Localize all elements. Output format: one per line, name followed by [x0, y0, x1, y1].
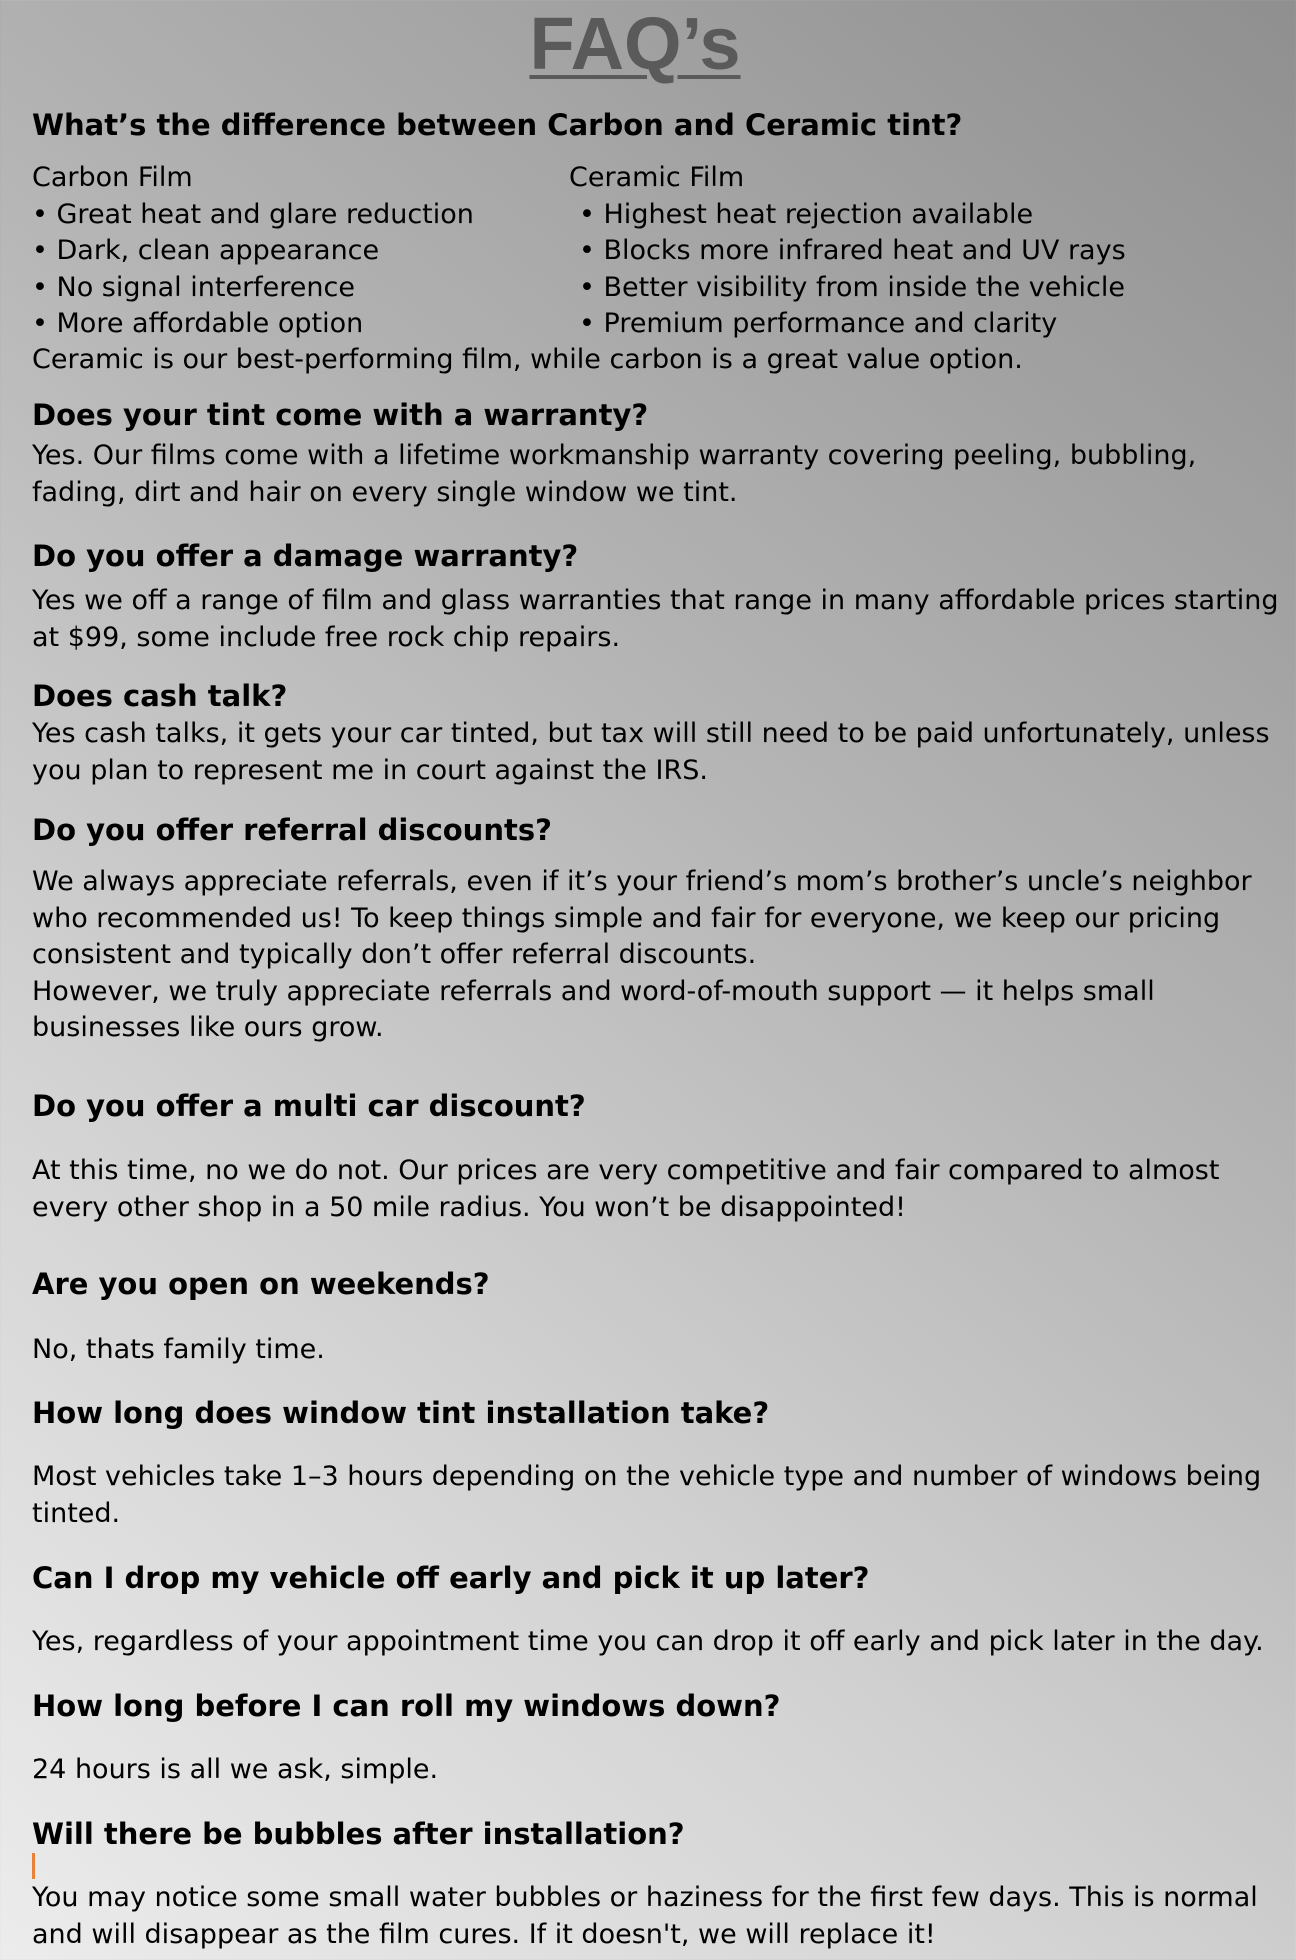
faq-answer: No, thats family time. — [32, 1334, 325, 1365]
faq-question: Do you offer a multi car discount? — [32, 1089, 586, 1123]
faq-question: Does cash talk? — [32, 679, 288, 713]
faq-answer: Yes, regardless of your appointment time you can drop it off early and pick later in the day. — [32, 1626, 1264, 1657]
carbon-point: • No signal interference — [32, 271, 355, 303]
ceramic-point: • Highest heat rejection available — [579, 198, 1034, 230]
faq-question: Do you offer referral discounts? — [32, 813, 552, 847]
carbon-film-column — [32, 160, 474, 343]
faq-answer: Most vehicles take 1–3 hours depending on the vehicle type and number of windows being tinted. — [32, 1461, 1262, 1529]
carbon-point: • More affordable option — [32, 308, 364, 339]
carbon-film-heading: Carbon Film — [32, 162, 193, 193]
faq-answer: At this time, no we do not. Our prices are very competitive and fair compared to almost every other shop in a 50 mile radius. You won’t be disappointed! — [32, 1155, 1220, 1223]
page-title: FAQ’s — [529, 2, 741, 85]
carbon-point: • Great heat and glare reduction — [32, 198, 474, 230]
ceramic-point: • Better visibility from inside the vehicle — [579, 271, 1125, 303]
film-summary: Ceramic is our best-performing film, while carbon is a great value option. — [32, 344, 1023, 375]
carbon-point: • Dark, clean appearance — [32, 235, 380, 266]
faq-answer: You may notice some small water bubbles or haziness for the first few days. This is normal and will disappear as the film cures. If it doesn't, we will replace it! — [32, 1882, 1258, 1950]
faq-question: How long does window tint installation take? — [32, 1396, 770, 1430]
faq-question: Do you offer a damage warranty? — [32, 539, 579, 573]
faq-answer: 24 hours is all we ask, simple. — [32, 1754, 439, 1785]
faq-answer: Yes. Our films come with a lifetime workmanship warranty covering peeling, bubbling, fading, dirt and hair on every single window we tint. — [32, 440, 1197, 508]
faq-answer: We always appreciate referrals, even if it’s your friend’s mom’s brother’s uncle’s neighbor who recommended us! To keep things simple and fair for everyone, we keep our pricing consistent and typically don’t offer referral discounts. However, we truly appreciate referrals and word-of-mouth support — it helps small businesses like ours grow. — [32, 866, 1252, 1043]
faq-answer: Yes cash talks, it gets your car tinted, but tax will still need to be paid unfortunately, unless you plan to represent me in court against the IRS. — [32, 718, 1270, 786]
faq-question: Can I drop my vehicle off early and pick it up later? — [32, 1561, 870, 1595]
ceramic-film-heading: Ceramic Film — [569, 162, 745, 193]
faq-question-carbon-ceramic: What’s the difference between Carbon and Ceramic tint? — [32, 108, 963, 142]
text-cursor — [32, 1853, 35, 1879]
faq-question: How long before I can roll my windows down? — [32, 1689, 781, 1723]
faq-question: Are you open on weekends? — [32, 1267, 490, 1301]
faq-answer: Yes we off a range of film and glass warranties that range in many affordable prices starting at $99, some include free rock chip repairs. — [32, 585, 1279, 653]
ceramic-point: • Blocks more infrared heat and UV rays — [579, 235, 1126, 266]
ceramic-point: • Premium performance and clarity — [579, 308, 1058, 339]
ceramic-film-column — [569, 160, 1126, 343]
faq-question: Will there be bubbles after installation? — [32, 1817, 685, 1851]
faq-question: Does your tint come with a warranty? — [32, 398, 649, 432]
